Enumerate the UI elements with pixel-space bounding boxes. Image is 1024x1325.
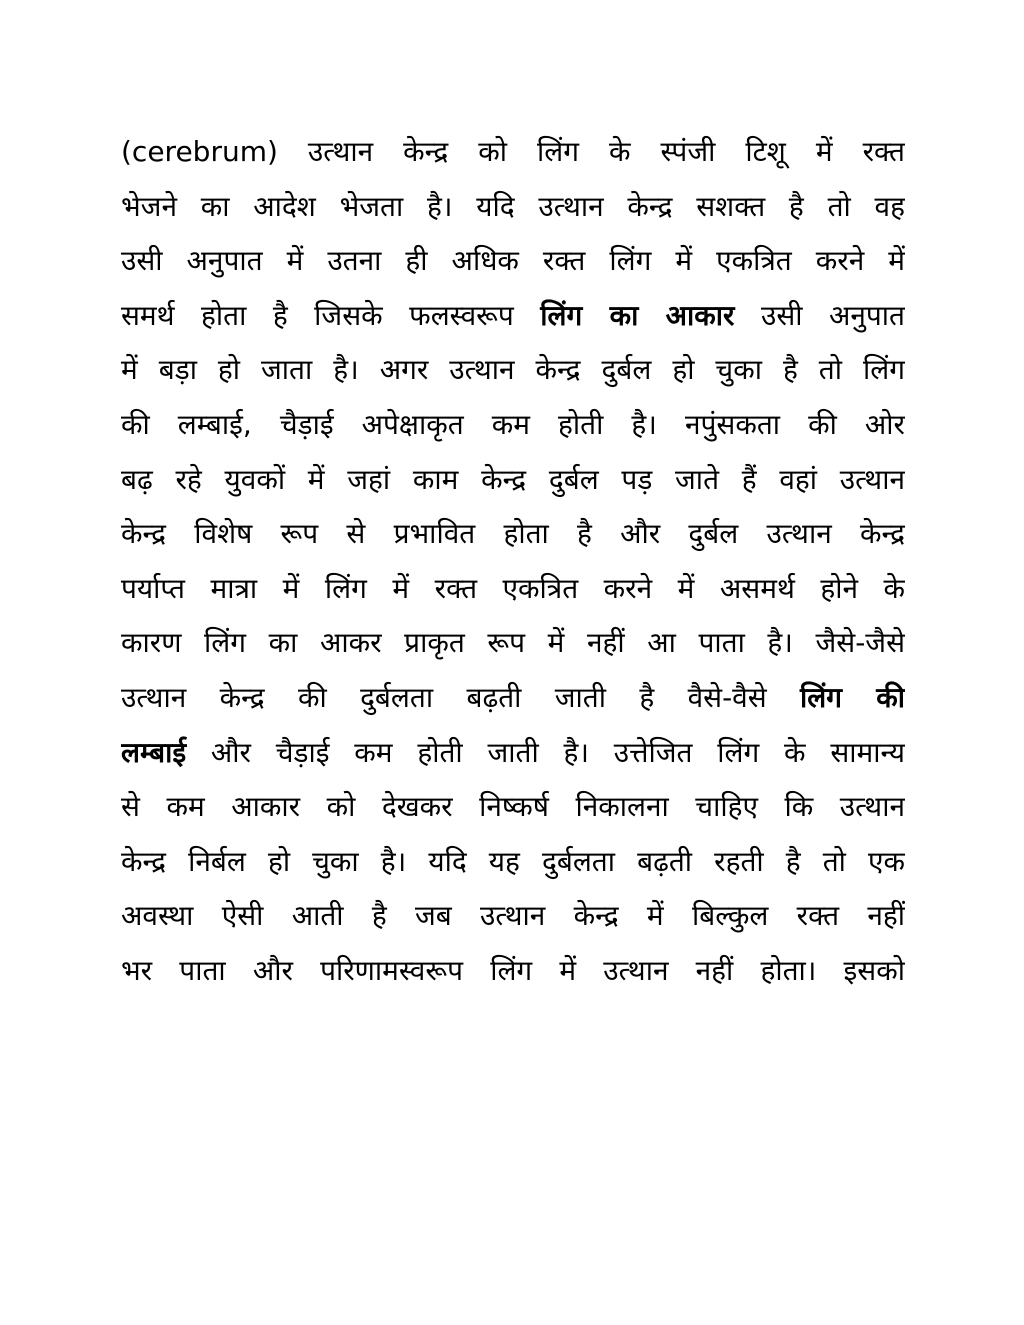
text-segment: उसी अनुपात में उतना ही अधिक रक्त लिंग में एकत्रित करने में (121, 244, 905, 278)
text-segment: समर्थ होता है जिसके फलस्वरूप (121, 298, 541, 332)
text-segment: और चैड़ाई कम होती जाती है। उत्तेजित लिंग के सामान्य (186, 735, 905, 769)
text-segment: अवस्था ऐसी आती है जब उत्थान केन्द्र में बिल्कुल रक्त नहीं (121, 899, 905, 933)
text-segment: भर पाता और परिणामस्वरूप लिंग में उत्थान नहीं होता। इसको (121, 953, 905, 987)
text-line (121, 674, 905, 729)
text-line (121, 346, 905, 401)
text-segment: केन्द्र निर्बल हो चुका है। यदि यह दुर्बलता बढ़ती रहती है तो एक (121, 844, 905, 878)
text-line (121, 838, 905, 893)
text-line (121, 183, 905, 238)
text-segment: (cerebrum) उत्थान केन्द्र को लिंग के स्पंजी टिशू में रक्त (121, 135, 905, 168)
text-line (121, 237, 905, 292)
text-line (121, 456, 905, 511)
text-segment: उसी अनुपात (734, 298, 905, 332)
text-segment: कारण लिंग का आकर प्राकृत रूप में नहीं आ पाता है। जैसे-जैसे (121, 626, 905, 660)
text-line (121, 510, 905, 565)
text-line (121, 892, 905, 947)
text-line (121, 783, 905, 838)
text-line (121, 401, 905, 456)
bold-text-segment: लिंग की (800, 680, 905, 714)
text-line (121, 565, 905, 620)
text-segment: की लम्बाई, चैड़ाई अपेक्षाकृत कम होती है। नपुंसकता की ओर (121, 407, 905, 441)
text-line (121, 729, 905, 784)
text-line (121, 619, 905, 674)
text-segment: में बड़ा हो जाता है। अगर उत्थान केन्द्र दुर्बल हो चुका है तो लिंग (121, 353, 905, 387)
text-segment: उत्थान केन्द्र की दुर्बलता बढ़ती जाती है वैसे-वैसे (121, 680, 801, 714)
text-line (121, 292, 905, 347)
bold-text-segment: लिंग का आकार (540, 298, 735, 332)
body-text (121, 128, 905, 1002)
bold-text-segment: लम्बाई (121, 735, 187, 769)
text-segment: भेजने का आदेश भेजता है। यदि उत्थान केन्द्र सशक्त है तो वह (121, 189, 905, 223)
text-segment: से कम आकार को देखकर निष्कर्ष निकालना चाहिए कि उत्थान (121, 790, 905, 824)
text-segment: बढ़ रहे युवकों में जहां काम केन्द्र दुर्बल पड़ जाते हैं वहां उत्थान (121, 462, 905, 496)
text-line (121, 128, 905, 183)
text-segment: केन्द्र विशेष रूप से प्रभावित होता है और दुर्बल उत्थान केन्द्र (121, 517, 905, 551)
text-line (121, 947, 905, 1002)
text-segment: पर्याप्त मात्रा में लिंग में रक्त एकत्रित करने में असमर्थ होने के (121, 571, 905, 605)
